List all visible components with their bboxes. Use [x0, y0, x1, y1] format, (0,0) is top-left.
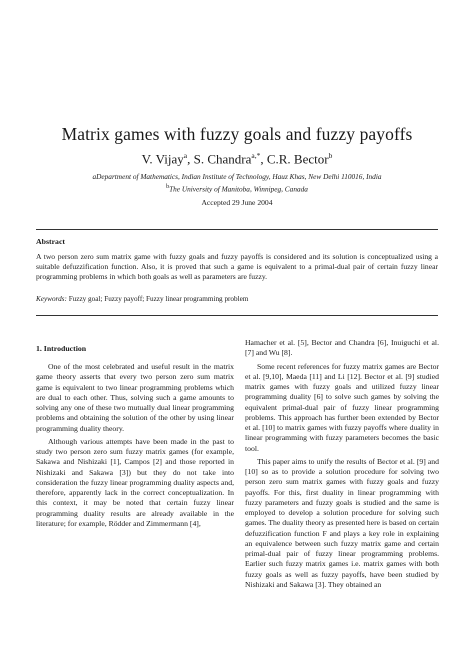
- author-name: V. Vijay: [141, 151, 184, 167]
- keywords-label: Keywords:: [36, 295, 67, 303]
- body-paragraph: Some recent references for fuzzy matrix games are Bector et al. [9,10], Maeda [11] and Li [12]. Bector et al. [9] studied matrix games with fuzzy goals and utilized fuzzy linear programming duality [6] to solve such games by solving the equivalent primal-dual pair of fuzzy linear programming problems. This approach has further been extended by Bector et al. [10] to matrix games with fuzzy payoffs where duality in linear programming with fuzzy parameters becomes the basic tool.: [245, 361, 439, 453]
- right-column: [245, 338, 439, 590]
- bottom-rule: [36, 315, 438, 316]
- body-paragraph: Hamacher et al. [5], Bector and Chandra [6], Inuiguchi et al. [7] and Wu [8].: [245, 338, 439, 358]
- author-name: C.R. Bector: [266, 151, 329, 167]
- accepted-date: Accepted 29 June 2004: [201, 198, 273, 207]
- affiliation-a: aDepartment of Mathematics, Indian Institute of Technology, Hauz Khas, New Delhi 110016, India: [92, 172, 382, 181]
- affiliation-text: The University of Manitoba, Winnipeg, Canada: [169, 184, 308, 194]
- author-separator: ,: [260, 151, 267, 167]
- author-mark: a: [183, 151, 188, 160]
- left-column: [36, 362, 234, 529]
- abstract-heading: Abstract: [36, 237, 66, 246]
- section-heading: 1. Introduction: [36, 344, 87, 353]
- paper-title: Matrix games with fuzzy goals and fuzzy payoffs: [61, 124, 413, 144]
- affiliation-b: [0, 182, 474, 194]
- author-name: S. Chandra: [193, 151, 252, 167]
- author-mark: b: [328, 151, 333, 160]
- author-line: [0, 151, 474, 167]
- affiliation-mark: b: [166, 184, 170, 190]
- body-paragraph: Although various attempts have been made in the past to study two person zero sum fuzzy matrix games (for example, Sakawa and Nishizaki [1], Campos [2] and those reported in Nishizaki and Sakawa [3]) but they do not take into consideration the fuzzy linear programming duality aspects and, therefore, apparently lack in the correct conceptualization. In this context, it may be noted that certain fuzzy linear programming duality results are already available in the literature; for example, Rödder and Zimmermann [4],: [36, 436, 234, 528]
- keywords-text: Fuzzy goal; Fuzzy payoff; Fuzzy linear programming problem: [68, 295, 249, 303]
- author-separator: ,: [187, 151, 194, 167]
- body-paragraph: One of the most celebrated and useful result in the matrix game theory asserts that every two person zero sum matrix game is equivalent to two linear programming problems which are dual to each other. Thus, solving such a game amounts to solving any one of these two mutually dual linear programming problems and obtaining the solution of the other by using linear programming duality theory.: [36, 362, 234, 433]
- keywords: [36, 295, 438, 303]
- top-rule: [36, 229, 438, 230]
- body-paragraph: This paper aims to unify the results of Bector et al. [9] and [10] so as to provide a solution procedure for solving two person zero sum matrix games with fuzzy goals and fuzzy payoffs. For this, first duality in linear programming with fuzzy parameters and fuzzy goals is studied and the same is employed to develop a solution procedure for solving such games. The duality theory as presented here is based on certain defuzzification function F and plays a key role in explaining an equivalence between such fuzzy matrix game and certain primal-dual pair of fuzzy linear programming problems. Earlier such fuzzy matrix games i.e. matrix games with both fuzzy goals as well as fuzzy payoffs, have been studied by Nishizaki and Sakawa [3]. They obtained an: [245, 456, 439, 589]
- abstract-text: A two person zero sum matrix game with fuzzy goals and fuzzy payoffs is considered and its solution is conceptualized using a suitable defuzzification function. Also, it is proved that such a game is equivalent to a primal-dual pair of certain fuzzy linear programming problems in which both goals as well as parameters are fuzzy.: [36, 252, 438, 281]
- author-mark: a,*: [251, 151, 261, 160]
